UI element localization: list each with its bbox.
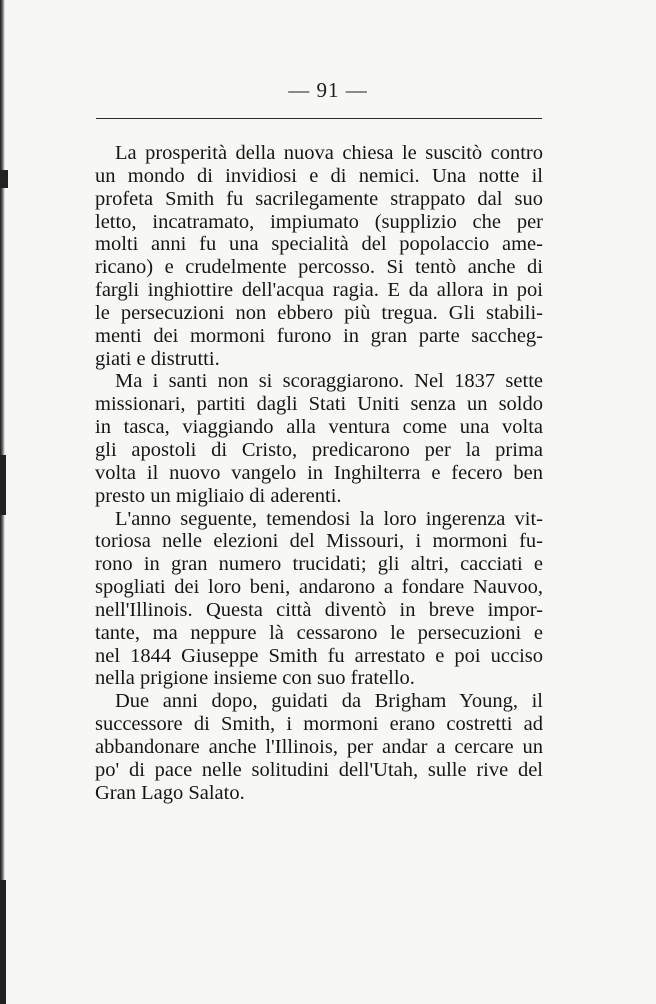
binding-mark [0,170,8,188]
text-line: volta il nuovo vangelo in Inghilterra e fecero ben [95,461,543,484]
text-line: Gran Lago Salato. [95,781,245,804]
text-line: gli apostoli di Cristo, predicarono per la prima [95,438,543,461]
text-line: La prosperità della nuova chiesa le suscitò contro [115,142,543,164]
binding-mark [0,880,6,1004]
paragraph [95,142,543,370]
text-line: rono in gran numero trucidati; gli altri, cacciati e [95,553,543,576]
text-line: nell'Illinois. Questa città diventò in breve impor- [95,598,543,621]
text-line: presto un migliaio di aderenti. [95,484,342,507]
text-line: missionari, partiti dagli Stati Uniti senza un soldo [95,393,543,416]
body-text [95,142,543,804]
text-line: nella prigione insieme con suo fratello. [95,667,415,690]
text-line: abbandonare anche l'Illinois, per andar a cercare un [95,735,543,758]
text-line: successore di Smith, i mormoni erano costretti ad [95,713,543,736]
text-line: fargli inghiottire dell'acqua ragia. E da allora in poi [95,279,543,302]
text-line: profeta Smith fu sacrilegamente strappato dal suo [95,187,543,210]
text-line: nel 1844 Giuseppe Smith fu arrestato e poi ucciso [95,644,543,667]
text-line: L'anno seguente, temendosi la loro ingerenza vit- [115,507,543,530]
text-line: giati e distrutti. [95,347,220,370]
text-line: Ma i santi non si scoraggiarono. Nel 1837 sette [115,370,543,393]
page-number: — 91 — [288,78,368,102]
text-line: tante, ma neppure là cessarono le persecuzioni e [95,621,543,644]
text-line: molti anni fu una specialità del popolaccio ame- [95,233,543,256]
paragraph [95,508,543,691]
text-line: le persecuzioni non ebbero più tregua. Gli stabili- [95,301,543,324]
text-line: in tasca, viaggiando alla ventura come una volta [95,416,543,439]
text-line: un mondo di invidiosi e di nemici. Una notte il [95,164,543,187]
text-line: spogliati dei loro beni, andarono a fondare Nauvoo, [95,576,543,599]
text-line: ricano) e crudelmente percosso. Si tentò anche di [95,256,543,279]
paragraph [95,370,543,507]
binding-mark [0,455,6,515]
text-line: Due anni dopo, guidati da Brigham Young, il [115,690,543,713]
paragraph [95,690,543,804]
header-rule [96,118,542,119]
text-line: toriosa nelle elezioni del Missouri, i mormoni fu- [95,530,543,553]
text-line: menti dei mormoni furono in gran parte saccheg- [95,324,543,347]
text-line: letto, incatramato, impiumato (supplizio che per [95,210,543,233]
text-line: po' di pace nelle solitudini dell'Utah, sulle rive del [95,758,543,781]
